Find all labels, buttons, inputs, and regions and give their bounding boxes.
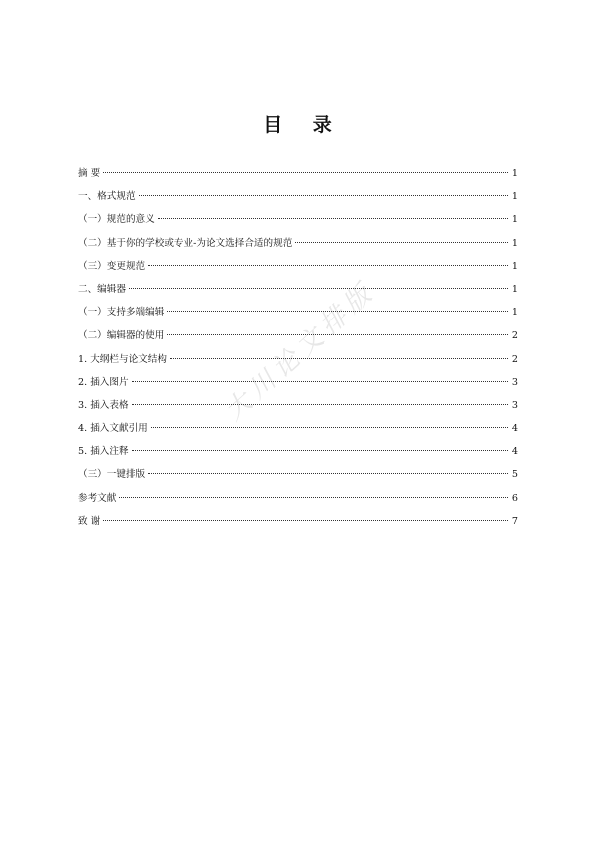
toc-entry[interactable] [78, 463, 518, 486]
toc-title: 目 录 [263, 114, 344, 136]
toc-entry[interactable] [78, 487, 518, 510]
toc-dot-leader [103, 172, 508, 173]
toc-dot-leader [132, 381, 508, 382]
toc-entry[interactable] [78, 162, 518, 185]
toc-entry-page: 1 [511, 237, 518, 249]
toc-entry-page: 3 [511, 399, 518, 411]
toc-entry-page: 1 [511, 214, 518, 226]
toc-entry[interactable] [78, 440, 518, 463]
toc-entry-page: 7 [511, 515, 518, 527]
toc-entry-page: 3 [511, 376, 518, 388]
toc-dot-leader [151, 427, 508, 428]
toc-entry-label: 1. 大纲栏与论文结构 [78, 353, 167, 365]
toc-entry-label: 参考文献 [78, 492, 117, 504]
toc-entry-label: 一、格式规范 [78, 191, 136, 203]
toc-entry[interactable] [78, 417, 518, 440]
toc-entry[interactable] [78, 255, 518, 278]
toc-dot-leader [119, 497, 508, 498]
toc-entry-label: 3. 插入表格 [78, 399, 129, 411]
toc-entry-page: 2 [511, 330, 518, 342]
toc-entry-label: 致 谢 [78, 515, 101, 527]
toc-entry[interactable] [78, 232, 518, 255]
toc-entry-page: 1 [511, 191, 518, 203]
toc-entry-page: 5 [511, 469, 518, 481]
toc-entry-label: （三）变更规范 [78, 260, 146, 272]
toc-entry-page: 1 [511, 168, 518, 179]
toc-dot-leader [129, 288, 508, 289]
toc-dot-leader [148, 265, 508, 266]
toc-entry-label: 4. 插入文献引用 [78, 423, 148, 435]
toc-entry-label: （三）一键排版 [78, 469, 146, 481]
toc-entry-page: 1 [511, 307, 518, 319]
toc-entry-page: 1 [511, 260, 518, 272]
toc-entry-page: 4 [511, 446, 518, 458]
toc-dot-leader [148, 473, 508, 474]
toc-dot-leader [132, 450, 508, 451]
toc-dot-leader [103, 520, 508, 521]
toc-dot-leader [139, 195, 508, 196]
toc-entry-label: 二、编辑器 [78, 283, 126, 295]
toc-entry[interactable] [78, 301, 518, 324]
toc-entry-label: 摘 要 [78, 168, 101, 179]
toc-dot-leader [132, 404, 508, 405]
toc-dot-leader [295, 242, 508, 243]
toc-entry-page: 1 [511, 283, 518, 295]
toc-dot-leader [170, 358, 508, 359]
toc-entry-label: （一）规范的意义 [78, 214, 155, 226]
toc-entry[interactable] [78, 278, 518, 301]
toc-entry[interactable] [78, 185, 518, 208]
toc-entry-label: （二）基于你的学校或专业-为论文选择合适的规范 [78, 237, 293, 249]
toc-entry-label: （一）支持多端编辑 [78, 307, 165, 319]
toc-entry-label: 5. 插入注释 [78, 446, 129, 458]
toc-entry[interactable] [78, 510, 518, 533]
toc-entry[interactable] [78, 394, 518, 417]
toc-entry-page: 2 [511, 353, 518, 365]
watermark: 大川论文排版 [219, 275, 382, 427]
toc-entry-page: 6 [511, 492, 518, 504]
toc-entry[interactable] [78, 208, 518, 231]
toc-entry-label: 2. 插入图片 [78, 376, 129, 388]
toc-dot-leader [158, 218, 508, 219]
toc-entry-page: 4 [511, 423, 518, 435]
toc-entry-label: （二）编辑器的使用 [78, 330, 165, 342]
